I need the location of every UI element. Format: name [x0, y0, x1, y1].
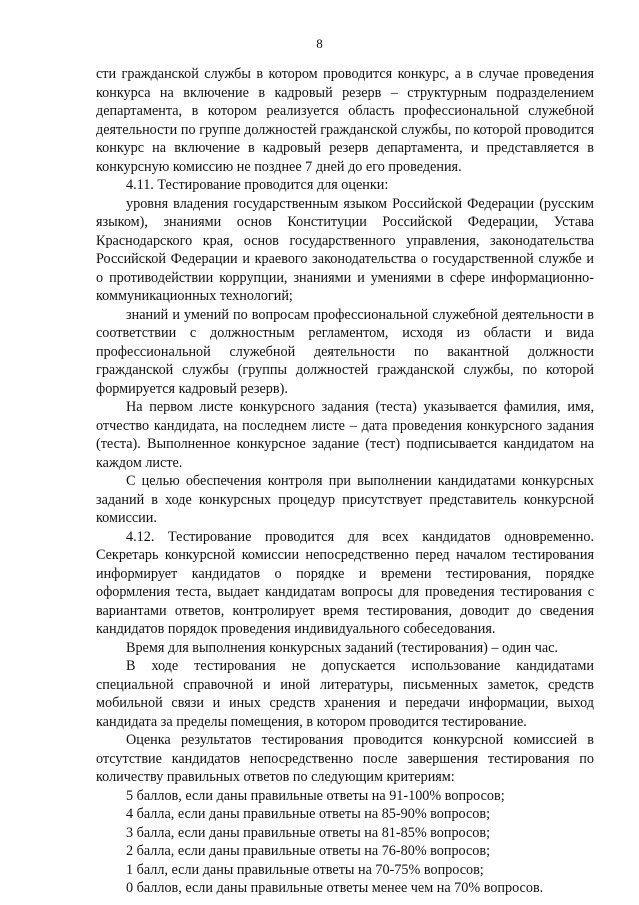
paragraph-restrictions: В ходе тестирования не допускается использование кандидатами специальной справочной и иной литературы, письменных заметок, средств мобильной связи и иных средств хранения и передачи информации, выход кандидата за пределы помещения, в котором проводится тестирование. — [96, 658, 594, 730]
paragraph-section-4-11: 4.11. Тестирование проводится для оценки: — [126, 177, 389, 193]
paragraph-control: С целью обеспечения контроля при выполнении кандидатами конкурсных заданий в ходе конкурсных процедур присутствует представитель конкурсной комиссии. — [96, 473, 594, 526]
paragraph-time: Время для выполнения конкурсных заданий (тестирования) – один час. — [126, 639, 558, 656]
paragraph-continuation: сти гражданской службы в котором проводится конкурс, а в случае проведения конкурса на включение в кадровый резерв – структурным подразделением департамента, в котором реализуется область профессиональной служебной деятельности по группе должностей гражданской службы, по которой проводится конкурс на включение в кадровый резерв департамента, и представляется в конкурсную комиссию не позднее 7 дней до его проведения. — [96, 66, 594, 175]
page-number: 8 — [316, 36, 323, 51]
paragraph-language-level: уровня владения государственным языком Российской Федерации (русским языком), знаниями основ Конституции Российской Федерации, Устава Краснодарского края, основ государственного управления, законодательства Российской Федерации и краевого законодательства о государственной службе и о противодействии коррупции, знаниями и умениями в сфере информационно-коммуникационных технологий; — [96, 195, 594, 304]
paragraph-professional-knowledge: знаний и умений по вопросам профессиональной служебной деятельности в соответствии с должностным регламентом, исходя из области и вида профессиональной служебной деятельности по вакантной должности гражданской службы (группы должностей гражданской службы, по которой формируется кадровый резерв). — [96, 306, 594, 397]
paragraph-evaluation: Оценка результатов тестирования проводится конкурсной комиссией в отсутствие кандидатов непосредственно после завершения тестирования по количеству правильных ответов по следующим критериям: — [96, 732, 594, 785]
criteria-item: 2 балла, если даны правильные ответы на 76-80% вопросов; — [126, 843, 491, 859]
criteria-item: 4 балла, если даны правильные ответы на 85-90% вопросов; — [126, 806, 491, 822]
criteria-item: 1 балл, если даны правильные ответы на 70-75% вопросов; — [126, 861, 484, 878]
criteria-item: 0 баллов, если даны правильные ответы менее чем на 70% вопросов. — [126, 880, 544, 896]
criteria-item: 3 балла, если даны правильные ответы на 81-85% вопросов; — [126, 824, 491, 841]
paragraph-section-4-12: 4.12. Тестирование проводится для всех кандидатов одновременно. Секретарь конкурсной комиссии непосредственно перед началом тестирования информирует кандидатов о порядке и времени тестирования, порядке оформления теста, выдает кандидатам вопросы для проведения тестирования с вариантами ответов, контролирует время тестирования, доводит до сведения кандидатов порядок проведения индивидуального собеседования. — [96, 528, 594, 637]
criteria-item: 5 баллов, если даны правильные ответы на 91-100% вопросов; — [126, 787, 505, 804]
paragraph-test-first-sheet: На первом листе конкурсного задания (теста) указывается фамилия, имя, отчество кандидата, на последнем листе – дата проведения конкурсного задания (теста). Выполненное конкурсное задание (тест) подписывается кандидатом на каждом листе. — [96, 399, 594, 471]
document-body — [96, 65, 594, 898]
